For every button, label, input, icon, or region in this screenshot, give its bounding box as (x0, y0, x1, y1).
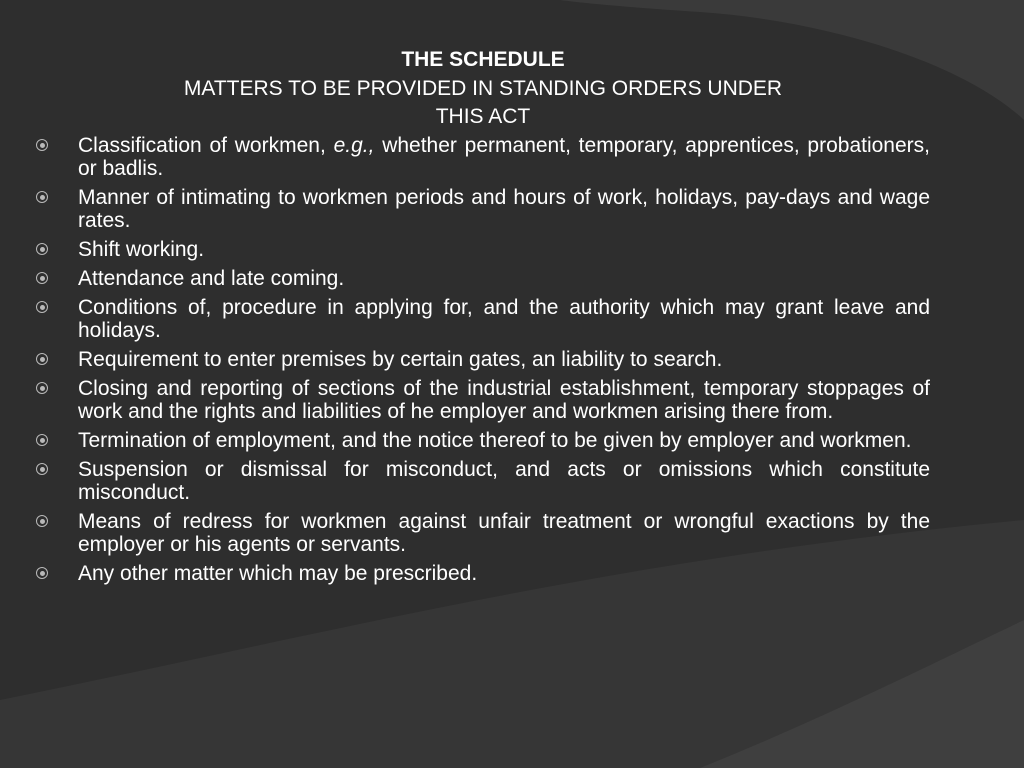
list-item-text: whether permanent, temporary, apprentices, probationers, or badlis. (78, 134, 930, 180)
circled-dot-icon (36, 272, 48, 284)
page-title: THE SCHEDULE (401, 48, 565, 71)
circled-dot-icon (36, 191, 48, 203)
circled-dot-icon (36, 463, 48, 475)
circled-dot-icon (36, 243, 48, 255)
list-item-text: Suspension or dismissal for misconduct, and acts or omissions which constitute misconduct. (78, 458, 930, 504)
list-item-text: Closing and reporting of sections of the industrial establishment, temporary stoppages of work and the rights and liabilities of he employer and workmen arising there from. (78, 377, 930, 423)
list-item-text: Attendance and late coming. (78, 267, 345, 290)
list-item-text: Conditions of, procedure in applying for, and the authority which may grant leave and holidays. (78, 296, 930, 342)
list-item-text: Any other matter which may be prescribed. (78, 562, 478, 585)
circled-dot-icon (36, 567, 48, 579)
list-item (30, 429, 930, 452)
subtitle-line-2: THIS ACT (435, 105, 531, 128)
list-item-text: Classification of workmen, (78, 134, 334, 157)
list-item (30, 267, 930, 290)
list-item-text: Shift working. (78, 238, 205, 261)
list-item (30, 562, 930, 585)
list-item-text-italic: e.g., (333, 134, 375, 157)
list-item-text: Requirement to enter premises by certain gates, an liability to search. (78, 348, 723, 371)
list-item-text: Manner of intimating to workmen periods and hours of work, holidays, pay-days and wage rates. (78, 186, 930, 232)
circled-dot-icon (36, 353, 48, 365)
list-item (30, 238, 930, 261)
list-item-text: Means of redress for workmen against unfair treatment or wrongful exactions by the employer or his agents or servants. (78, 510, 930, 556)
circled-dot-icon (36, 301, 48, 313)
bullet-list (30, 134, 930, 591)
subtitle-line-1: MATTERS TO BE PROVIDED IN STANDING ORDERS UNDER (183, 77, 783, 100)
list-item (30, 377, 930, 423)
list-item-text: Termination of employment, and the notice thereof to be given by employer and workmen. (78, 429, 912, 452)
circled-dot-icon (36, 515, 48, 527)
list-item (30, 186, 930, 232)
list-item (30, 134, 930, 180)
circled-dot-icon (36, 382, 48, 394)
list-item (30, 296, 930, 342)
list-item (30, 510, 930, 556)
circled-dot-icon (36, 139, 48, 151)
list-item (30, 348, 930, 371)
list-item (30, 458, 930, 504)
circled-dot-icon (36, 434, 48, 446)
